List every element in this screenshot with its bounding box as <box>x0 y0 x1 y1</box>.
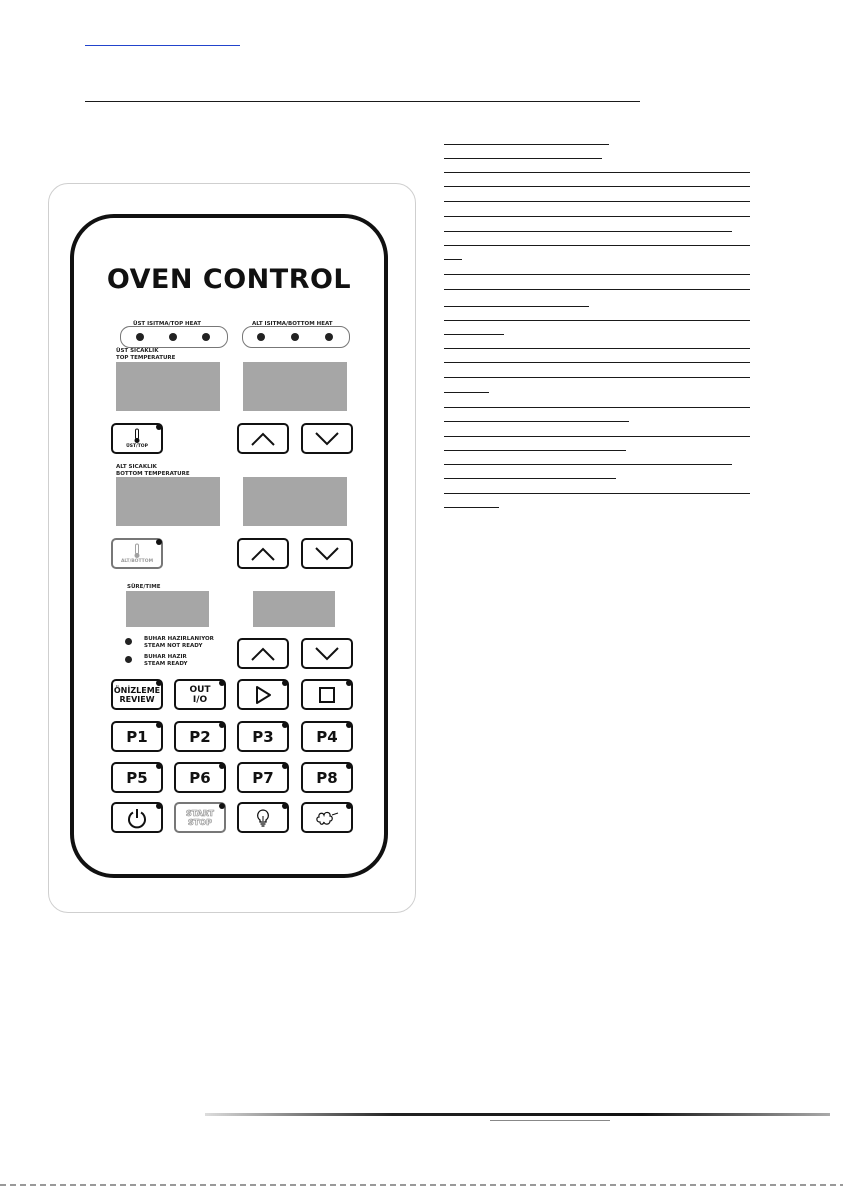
bottom-heat-label: ALT ISITMA/BOTTOM HEAT <box>252 321 333 327</box>
lightbulb-icon <box>255 808 271 828</box>
button-indicator-led <box>346 763 352 769</box>
top-heat-button[interactable] <box>111 423 163 454</box>
play-button[interactable] <box>237 679 289 710</box>
power-button[interactable] <box>111 802 163 833</box>
program-button-p3[interactable] <box>237 721 289 752</box>
button-indicator-led <box>156 722 162 728</box>
time-up-button[interactable] <box>237 638 289 669</box>
bottom-heat-indicators <box>242 326 350 348</box>
top-temp-actual-display <box>116 362 220 411</box>
button-indicator-led <box>282 763 288 769</box>
start-stop-button[interactable] <box>174 802 226 833</box>
program-button-p6[interactable] <box>174 762 226 793</box>
page-edge-dots <box>0 1184 843 1186</box>
bottom-temp-down-button[interactable] <box>301 538 353 569</box>
steam-not-ready-led <box>125 638 132 645</box>
stop-label: STOP <box>188 817 212 827</box>
chevron-up-icon <box>249 545 277 563</box>
program-button-p7[interactable] <box>237 762 289 793</box>
play-icon <box>253 685 273 705</box>
button-indicator-led <box>282 803 288 809</box>
program-button-label: P1 <box>126 727 148 746</box>
top-heat-label: ÜST ISITMA/TOP HEAT <box>133 321 201 327</box>
review-button-label-tr: ÖNİZLEME <box>113 685 161 695</box>
steam-not-ready-label-tr: BUHAR HAZIRLANIYOR <box>144 636 214 642</box>
bottom-heat-led-3 <box>325 333 333 341</box>
chevron-up-icon <box>249 645 277 663</box>
button-indicator-led <box>346 680 352 686</box>
button-indicator-led <box>219 680 225 686</box>
top-heat-led-1 <box>136 333 144 341</box>
program-button-label: P4 <box>316 727 338 746</box>
program-button-p2[interactable] <box>174 721 226 752</box>
top-heat-indicators <box>120 326 228 348</box>
bottom-temp-up-button[interactable] <box>237 538 289 569</box>
program-button-p5[interactable] <box>111 762 163 793</box>
top-temp-set-display <box>243 362 347 411</box>
thermometer-icon <box>133 428 141 444</box>
top-heat-led-3 <box>202 333 210 341</box>
chevron-down-icon <box>313 545 341 563</box>
steam-ready-label-tr: BUHAR HAZIR <box>144 654 187 660</box>
bottom-heat-button[interactable] <box>111 538 163 569</box>
top-heat-led-2 <box>169 333 177 341</box>
bottom-temp-label-tr: ALT SICAKLIK <box>116 464 157 470</box>
steam-not-ready-label-en: STEAM NOT READY <box>144 643 203 649</box>
document-heading <box>85 101 640 102</box>
program-button-label: P7 <box>252 768 274 787</box>
output-button-label-2: I/O <box>192 694 208 705</box>
program-button-label: P5 <box>126 768 148 787</box>
lamp-button[interactable] <box>237 802 289 833</box>
stop-button[interactable] <box>301 679 353 710</box>
review-button-label-en: REVIEW <box>119 694 155 704</box>
chevron-down-icon <box>313 645 341 663</box>
steam-button[interactable] <box>301 802 353 833</box>
program-button-p1[interactable] <box>111 721 163 752</box>
review-button[interactable] <box>111 679 163 710</box>
power-icon <box>126 807 148 829</box>
program-button-label: P3 <box>252 727 274 746</box>
top-temp-down-button[interactable] <box>301 423 353 454</box>
program-button-label: P2 <box>189 727 211 746</box>
bottom-temp-actual-display <box>116 477 220 526</box>
bottom-temp-set-display <box>243 477 347 526</box>
chevron-up-icon <box>249 430 277 448</box>
steam-icon <box>314 808 340 828</box>
button-indicator-led <box>156 763 162 769</box>
top-heat-button-label: ÜST/TOP <box>126 444 148 449</box>
document-link[interactable] <box>85 45 240 46</box>
top-temp-label-en: TOP TEMPERATURE <box>116 355 176 361</box>
button-indicator-led <box>282 680 288 686</box>
button-indicator-led <box>156 680 162 686</box>
bottom-heat-led-2 <box>291 333 299 341</box>
button-indicator-led <box>219 763 225 769</box>
button-indicator-led <box>346 722 352 728</box>
start-label: START <box>185 808 215 818</box>
program-button-p8[interactable] <box>301 762 353 793</box>
time-set-display <box>253 591 335 627</box>
time-actual-display <box>126 591 209 627</box>
output-io-button[interactable] <box>174 679 226 710</box>
top-temp-up-button[interactable] <box>237 423 289 454</box>
program-button-p4[interactable] <box>301 721 353 752</box>
stop-icon <box>318 686 336 704</box>
program-button-label: P8 <box>316 768 338 787</box>
footer-rule-secondary <box>490 1120 610 1121</box>
button-indicator-led <box>282 722 288 728</box>
time-label: SÜRE/TIME <box>127 584 161 590</box>
chevron-down-icon <box>313 430 341 448</box>
program-button-label: P6 <box>189 768 211 787</box>
time-down-button[interactable] <box>301 638 353 669</box>
output-button-label-1: OUT <box>189 684 211 695</box>
bottom-heat-button-label: ALT/BOTTOM <box>120 559 154 564</box>
panel-title: OVEN CONTROL <box>106 264 352 295</box>
steam-ready-label-en: STEAM READY <box>144 661 188 667</box>
top-temp-label-tr: ÜST SICAKLIK <box>116 348 159 354</box>
button-indicator-led <box>346 803 352 809</box>
button-indicator-led <box>156 539 162 545</box>
button-indicator-led <box>219 722 225 728</box>
thermometer-icon <box>133 543 141 559</box>
bottom-heat-led-1 <box>257 333 265 341</box>
steam-ready-led <box>125 656 132 663</box>
footer-rule <box>205 1113 830 1116</box>
button-indicator-led <box>219 803 225 809</box>
button-indicator-led <box>156 803 162 809</box>
bottom-temp-label-en: BOTTOM TEMPERATURE <box>116 471 190 477</box>
button-indicator-led <box>156 424 162 430</box>
